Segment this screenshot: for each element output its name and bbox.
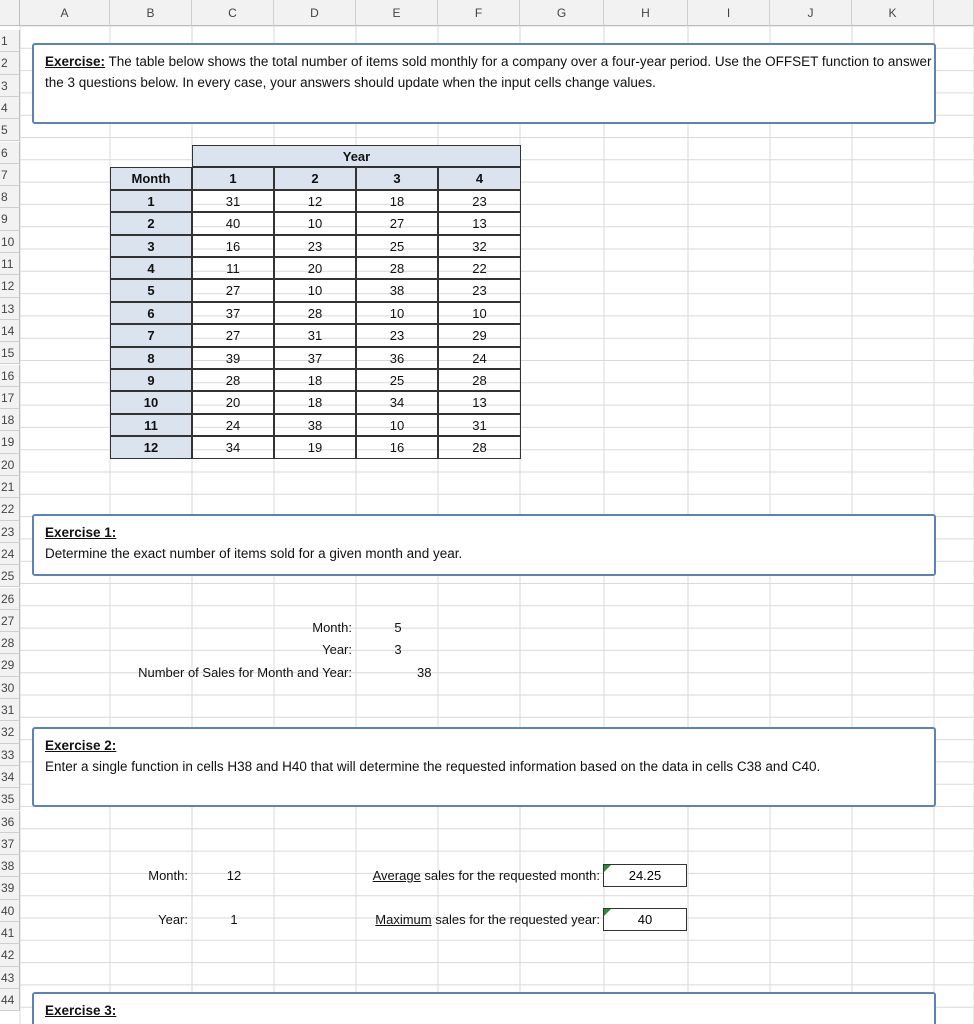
month-number-cell[interactable]: 1 [110,190,192,212]
ex2-month-input[interactable]: 12 [226,868,242,883]
year-number-header[interactable]: 2 [274,167,356,189]
sales-value-cell[interactable]: 27 [192,324,274,346]
exercise3-textbox[interactable] [32,992,936,1024]
formula-indicator [604,909,611,916]
row-header[interactable]: 2 [0,52,20,74]
row-header[interactable]: 41 [0,922,20,944]
sales-value-cell[interactable]: 31 [192,190,274,212]
sales-value-cell[interactable]: 28 [356,257,438,279]
row-header[interactable]: 11 [0,253,20,275]
exercise2-textbox[interactable] [32,727,936,807]
maximum-rest: sales for the requested year: [431,912,600,927]
row-header[interactable]: 36 [0,811,20,833]
sales-value-cell[interactable]: 28 [192,369,274,391]
row-header[interactable]: 4 [0,97,20,119]
month-number-cell[interactable]: 5 [110,279,192,301]
month-header[interactable]: Month [110,167,192,189]
exercise2-title: Exercise 2: [45,738,117,753]
row-header[interactable]: 26 [0,588,20,610]
row-header[interactable]: 10 [0,231,20,253]
month-number-cell[interactable]: 9 [110,369,192,391]
sales-value-cell[interactable]: 39 [192,347,274,369]
row-header[interactable]: 1 [0,30,20,52]
row-header[interactable]: 20 [0,454,20,476]
formula-indicator [604,865,611,872]
exercise1-textbox[interactable] [32,514,936,576]
ex2-average-label [300,865,600,887]
sales-value-cell[interactable]: 25 [356,369,438,391]
sales-value-cell[interactable]: 36 [356,347,438,369]
year-number-header[interactable]: 1 [192,167,274,189]
year-header[interactable]: Year [192,145,521,167]
average-word: Average [372,868,421,883]
ex2-year-label: Year: [158,912,188,927]
row-header[interactable]: 40 [0,900,20,922]
sales-value-cell[interactable]: 23 [274,235,356,257]
sales-value-cell[interactable]: 20 [274,257,356,279]
row-header[interactable]: 16 [0,365,20,387]
row-header[interactable]: 28 [0,632,20,654]
sales-value-cell[interactable]: 13 [438,391,521,413]
ex1-month-input[interactable]: 5 [394,620,402,635]
exercise3-title: Exercise 3: [45,1003,117,1018]
row-header[interactable]: 3 [0,75,20,97]
row-header[interactable]: 42 [0,944,20,966]
sales-value-cell[interactable]: 10 [274,279,356,301]
column-header-k[interactable]: K [852,0,934,26]
row-header[interactable]: 6 [0,142,20,164]
sales-value-cell[interactable]: 13 [438,212,521,234]
sales-value-cell[interactable]: 29 [438,324,521,346]
sales-value-cell[interactable]: 27 [356,212,438,234]
row-header[interactable]: 27 [0,610,20,632]
row-header[interactable]: 22 [0,498,20,520]
column-header-e[interactable]: E [356,0,438,26]
sales-value-cell[interactable]: 38 [356,279,438,301]
sales-value-cell[interactable]: 23 [438,279,521,301]
row-header[interactable]: 35 [0,788,20,810]
month-number-cell[interactable]: 10 [110,391,192,413]
sales-value-cell[interactable]: 24 [192,414,274,436]
year-number-header[interactable]: 3 [356,167,438,189]
row-header[interactable]: 5 [0,119,20,141]
sales-value-cell[interactable]: 12 [274,190,356,212]
ex1-year-label: Year: [322,642,352,657]
ex2-year-input[interactable]: 1 [230,912,238,927]
row-header[interactable]: 39 [0,877,20,899]
column-header-a[interactable]: A [20,0,110,26]
ex2-maximum-result[interactable]: 40 [603,908,687,931]
sales-value-cell[interactable]: 25 [356,235,438,257]
sales-value-cell[interactable]: 23 [356,324,438,346]
sales-value-cell[interactable]: 31 [438,414,521,436]
sales-value-cell[interactable]: 19 [274,436,356,458]
sales-value-cell[interactable]: 23 [438,190,521,212]
sales-value-cell[interactable]: 37 [192,302,274,324]
ex1-result-label: Number of Sales for Month and Year: [138,665,352,680]
sales-value-cell[interactable]: 24 [438,347,521,369]
month-number-cell[interactable]: 4 [110,257,192,279]
sales-value-cell[interactable]: 22 [438,257,521,279]
sales-value-cell[interactable]: 32 [438,235,521,257]
row-header[interactable]: 9 [0,208,20,230]
ex1-month-label: Month: [312,620,352,635]
exercise1-text: Determine the exact number of items sold for a given month and year. [45,546,463,561]
sales-value-cell[interactable]: 10 [356,414,438,436]
column-header-h[interactable]: H [604,0,688,26]
row-header[interactable]: 19 [0,431,20,453]
month-number-cell[interactable]: 7 [110,324,192,346]
sales-value-cell[interactable]: 10 [356,302,438,324]
row-header[interactable]: 38 [0,855,20,877]
row-header[interactable]: 23 [0,521,20,543]
sales-value-cell[interactable]: 11 [192,257,274,279]
sales-value-cell[interactable]: 38 [274,414,356,436]
row-header[interactable]: 29 [0,654,20,676]
sales-value-cell[interactable]: 18 [356,190,438,212]
row-header[interactable]: 15 [0,342,20,364]
ex1-result-value[interactable]: 38 [417,665,432,680]
row-header[interactable]: 37 [0,833,20,855]
month-number-cell[interactable]: 6 [110,302,192,324]
column-header-d[interactable]: D [274,0,356,26]
year-number-header[interactable]: 4 [438,167,521,189]
row-header[interactable]: 44 [0,989,20,1011]
row-header[interactable]: 30 [0,677,20,699]
intro-title: Exercise: [45,54,106,69]
column-header-i[interactable]: I [688,0,770,26]
row-header[interactable]: 12 [0,275,20,297]
row-header[interactable]: 14 [0,320,20,342]
column-header-c[interactable]: C [192,0,274,26]
ex2-average-result[interactable]: 24.25 [603,864,687,887]
sales-value-cell[interactable]: 34 [356,391,438,413]
sales-value-cell[interactable]: 27 [192,279,274,301]
intro-textbox[interactable] [32,43,936,124]
row-header[interactable]: 32 [0,721,20,743]
column-header-next[interactable] [934,0,974,26]
sales-value-cell[interactable]: 10 [274,212,356,234]
sales-value-cell[interactable]: 20 [192,391,274,413]
ex2-month-label: Month: [148,868,188,883]
column-header-f[interactable]: F [438,0,520,26]
row-header[interactable]: 7 [0,164,20,186]
average-rest: sales for the requested month: [420,868,600,883]
month-number-cell[interactable]: 12 [110,436,192,458]
sales-value-cell[interactable]: 28 [438,369,521,391]
sales-value-cell[interactable]: 16 [356,436,438,458]
sales-value-cell[interactable]: 18 [274,391,356,413]
sales-value-cell[interactable]: 40 [192,212,274,234]
intro-text: The table below shows the total number of items sold monthly for a company over a four-year period. Use the OFFSET function to answer the 3 questions below. In every case, your answers should update when the input cells change values. [45,54,932,90]
row-header[interactable]: 13 [0,298,20,320]
month-number-cell[interactable]: 8 [110,347,192,369]
row-header[interactable]: 17 [0,387,20,409]
sales-value-cell[interactable]: 28 [438,436,521,458]
row-header[interactable]: 33 [0,744,20,766]
sales-value-cell[interactable]: 16 [192,235,274,257]
row-header[interactable]: 24 [0,543,20,565]
sales-value-cell[interactable]: 34 [192,436,274,458]
month-number-cell[interactable]: 11 [110,414,192,436]
select-all-corner[interactable] [0,0,20,26]
ex2-maximum-label [300,909,600,931]
row-header[interactable]: 31 [0,699,20,721]
column-header-b[interactable]: B [110,0,192,26]
ex1-year-input[interactable]: 3 [394,642,402,657]
column-header-g[interactable]: G [520,0,604,26]
sales-value-cell[interactable]: 10 [438,302,521,324]
row-header[interactable]: 25 [0,565,20,587]
sales-value-cell[interactable]: 37 [274,347,356,369]
row-header[interactable]: 34 [0,766,20,788]
row-header[interactable]: 18 [0,409,20,431]
maximum-word: Maximum [375,912,432,927]
month-number-cell[interactable]: 2 [110,212,192,234]
month-number-cell[interactable]: 3 [110,235,192,257]
sales-value-cell[interactable]: 28 [274,302,356,324]
row-header[interactable]: 21 [0,476,20,498]
sales-value-cell[interactable]: 31 [274,324,356,346]
row-header[interactable]: 43 [0,967,20,989]
column-header-j[interactable]: J [770,0,852,26]
row-header[interactable]: 8 [0,186,20,208]
exercise2-text: Enter a single function in cells H38 and H40 that will determine the requested information based on the data in cells C38 and C40. [45,759,821,774]
sales-value-cell[interactable]: 18 [274,369,356,391]
exercise1-title: Exercise 1: [45,525,117,540]
